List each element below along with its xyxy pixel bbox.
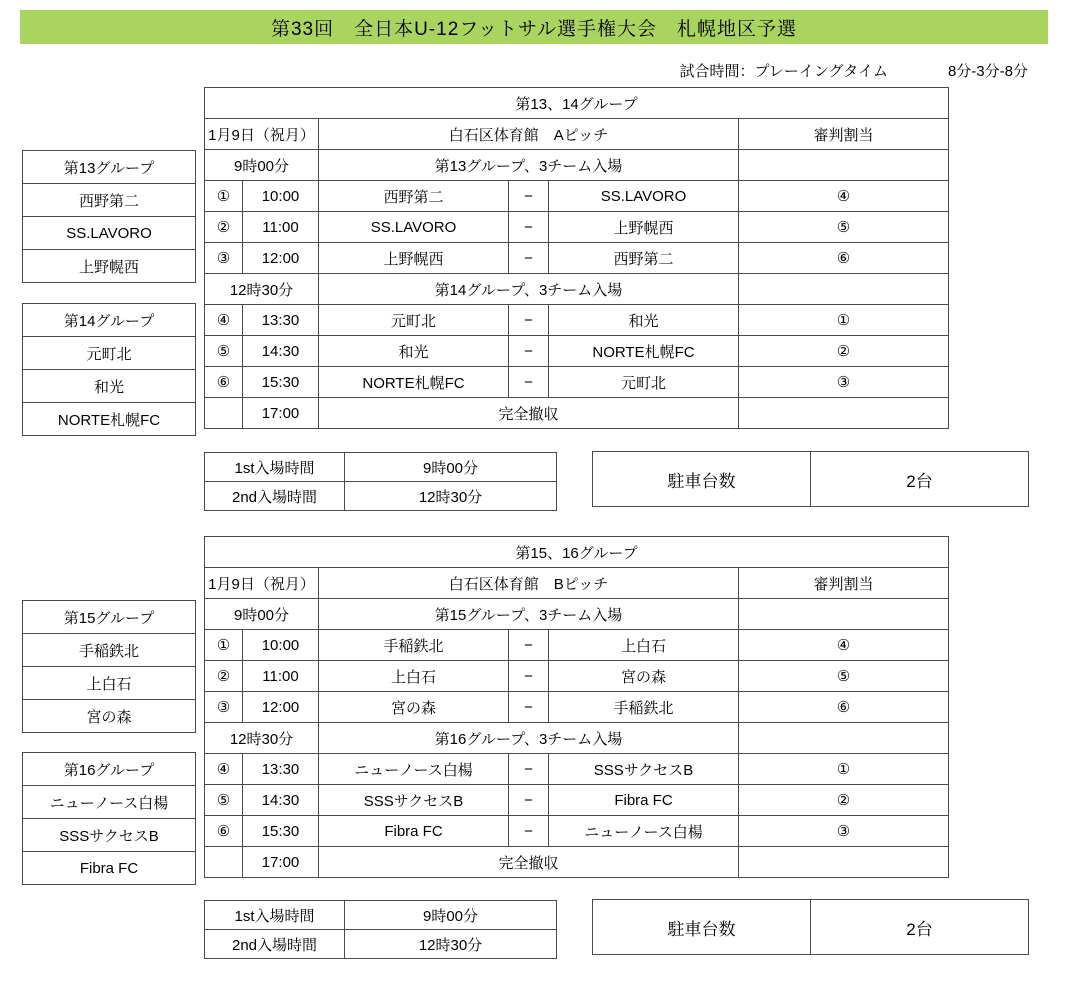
group-13-table xyxy=(22,150,196,283)
group-14-table xyxy=(22,303,196,436)
table-row xyxy=(205,212,949,243)
group-14-team-list xyxy=(22,303,196,436)
match-no: ⑥ xyxy=(205,367,243,398)
closing-text: 完全撤収 xyxy=(319,398,739,429)
section-1-group-title: 第13、14グループ xyxy=(205,88,949,119)
section-1-entry-text-2: 第14グループ、3チーム入場 xyxy=(319,274,739,305)
match-time: 15:30 xyxy=(243,367,319,398)
table-row xyxy=(205,336,949,367)
match-home: Fibra FC xyxy=(319,816,509,847)
group-14-team-2: 和光 xyxy=(23,370,196,403)
closing-time: 17:00 xyxy=(243,398,319,429)
schedule-table-section-1 xyxy=(204,87,949,429)
parking-section-2 xyxy=(592,899,1029,955)
section-1-date: 1月9日（祝月） xyxy=(205,119,319,150)
section-2-entry-referee-2 xyxy=(739,723,949,754)
match-time: 13:30 xyxy=(243,754,319,785)
match-referee: ③ xyxy=(739,816,949,847)
match-vs: − xyxy=(509,661,549,692)
match-time: 11:00 xyxy=(243,212,319,243)
closing-time: 17:00 xyxy=(243,847,319,878)
entry-time-value-2: 12時30分 xyxy=(345,930,557,959)
entry-times-section-2 xyxy=(204,900,557,959)
group-16-table xyxy=(22,752,196,885)
match-home: SSSサクセスB xyxy=(319,785,509,816)
group-15-team-2: 上白石 xyxy=(23,667,196,700)
match-referee: ② xyxy=(739,336,949,367)
group-15-table xyxy=(22,600,196,733)
match-home: 上白石 xyxy=(319,661,509,692)
match-referee: ② xyxy=(739,785,949,816)
match-home: 和光 xyxy=(319,336,509,367)
match-home: 元町北 xyxy=(319,305,509,336)
closing-text: 完全撤収 xyxy=(319,847,739,878)
match-home: 宮の森 xyxy=(319,692,509,723)
entry-time-value-1: 9時00分 xyxy=(345,901,557,930)
match-home: 手稲鉄北 xyxy=(319,630,509,661)
parking-section-1 xyxy=(592,451,1029,507)
table-row xyxy=(205,847,949,878)
schedule-table-section-2 xyxy=(204,536,949,878)
group-15-team-1: 手稲鉄北 xyxy=(23,634,196,667)
table-row xyxy=(205,398,949,429)
match-home: 西野第二 xyxy=(319,181,509,212)
match-vs: − xyxy=(509,692,549,723)
group-16-team-1: ニューノース白楊 xyxy=(23,786,196,819)
match-vs: − xyxy=(509,181,549,212)
group-15-name: 第15グループ xyxy=(23,601,196,634)
match-away: Fibra FC xyxy=(549,785,739,816)
parking-table-2 xyxy=(592,899,1029,955)
table-row xyxy=(205,692,949,723)
match-referee: ④ xyxy=(739,181,949,212)
match-vs: − xyxy=(509,785,549,816)
match-away: SSSサクセスB xyxy=(549,754,739,785)
page-title-text: 第33回 全日本U-12フットサル選手権大会 札幌地区予選 xyxy=(270,18,798,40)
match-referee: ③ xyxy=(739,367,949,398)
group-13-team-1: 西野第二 xyxy=(23,184,196,217)
section-2-entry-text-1: 第15グループ、3チーム入場 xyxy=(319,599,739,630)
section-2-venue: 白石区体育館 Bピッチ xyxy=(319,568,739,599)
match-vs: − xyxy=(509,630,549,661)
match-away: 宮の森 xyxy=(549,661,739,692)
match-away: 上野幌西 xyxy=(549,212,739,243)
schedule-grid-1 xyxy=(204,87,949,429)
entry-time-value-1: 9時00分 xyxy=(345,453,557,482)
match-away: 西野第二 xyxy=(549,243,739,274)
match-home: 上野幌西 xyxy=(319,243,509,274)
match-referee: ⑥ xyxy=(739,243,949,274)
group-14-team-1: 元町北 xyxy=(23,337,196,370)
entry-time-label-1: 1st入場時間 xyxy=(205,453,345,482)
entry-times-table-1 xyxy=(204,452,557,511)
entry-time-label-1: 1st入場時間 xyxy=(205,901,345,930)
match-no: ② xyxy=(205,661,243,692)
parking-label: 駐車台数 xyxy=(593,900,811,955)
match-no: ④ xyxy=(205,305,243,336)
match-vs: − xyxy=(509,367,549,398)
parking-value: 2台 xyxy=(811,900,1029,955)
group-16-team-2: SSSサクセスB xyxy=(23,819,196,852)
section-1-entry-referee-2 xyxy=(739,274,949,305)
group-14-name: 第14グループ xyxy=(23,304,196,337)
section-1-entry-text-1: 第13グループ、3チーム入場 xyxy=(319,150,739,181)
schedule-grid-2 xyxy=(204,536,949,878)
entry-times-table-2 xyxy=(204,900,557,959)
match-no: ② xyxy=(205,212,243,243)
entry-time-value-2: 12時30分 xyxy=(345,482,557,511)
section-1-entry-time-2: 12時30分 xyxy=(205,274,319,305)
table-row xyxy=(205,181,949,212)
match-referee: ⑤ xyxy=(739,661,949,692)
match-vs: − xyxy=(509,305,549,336)
match-referee: ① xyxy=(739,754,949,785)
section-2-entry-time-1: 9時00分 xyxy=(205,599,319,630)
match-time-info xyxy=(20,58,1048,82)
table-row xyxy=(205,367,949,398)
group-15-team-list xyxy=(22,600,196,733)
table-row xyxy=(205,630,949,661)
parking-value: 2台 xyxy=(811,452,1029,507)
match-referee: ⑤ xyxy=(739,212,949,243)
group-16-name: 第16グループ xyxy=(23,753,196,786)
group-13-team-2: SS.LAVORO xyxy=(23,217,196,250)
group-13-name: 第13グループ xyxy=(23,151,196,184)
section-1-entry-referee-1 xyxy=(739,150,949,181)
section-2-entry-text-2: 第16グループ、3チーム入場 xyxy=(319,723,739,754)
match-time-value: 8分-3分-8分 xyxy=(947,62,1028,80)
match-time: 10:00 xyxy=(243,630,319,661)
match-no: ⑥ xyxy=(205,816,243,847)
table-row xyxy=(205,785,949,816)
match-time: 11:00 xyxy=(243,661,319,692)
match-referee: ⑥ xyxy=(739,692,949,723)
match-vs: − xyxy=(509,212,549,243)
entry-times-section-1 xyxy=(204,452,557,511)
table-row xyxy=(205,661,949,692)
section-1-entry-time-1: 9時00分 xyxy=(205,150,319,181)
match-time: 15:30 xyxy=(243,816,319,847)
section-1-referee-header: 審判割当 xyxy=(739,119,949,150)
match-time: 14:30 xyxy=(243,336,319,367)
match-home: ニューノース白楊 xyxy=(319,754,509,785)
group-14-team-3: NORTE札幌FC xyxy=(23,403,196,436)
group-13-team-3: 上野幌西 xyxy=(23,250,196,283)
match-away: SS.LAVORO xyxy=(549,181,739,212)
match-time-label: 試合時間：プレーイングタイム xyxy=(679,62,888,80)
group-16-team-3: Fibra FC xyxy=(23,852,196,885)
closing-no xyxy=(205,398,243,429)
section-2-group-title: 第15、16グループ xyxy=(205,537,949,568)
group-13-team-list xyxy=(22,150,196,283)
match-no: ① xyxy=(205,181,243,212)
match-away: ニューノース白楊 xyxy=(549,816,739,847)
match-away: 手稲鉄北 xyxy=(549,692,739,723)
section-2-entry-time-2: 12時30分 xyxy=(205,723,319,754)
section-2-referee-header: 審判割当 xyxy=(739,568,949,599)
match-no: ③ xyxy=(205,243,243,274)
match-time: 10:00 xyxy=(243,181,319,212)
match-time: 14:30 xyxy=(243,785,319,816)
match-away: NORTE札幌FC xyxy=(549,336,739,367)
match-no: ⑤ xyxy=(205,336,243,367)
match-home: NORTE札幌FC xyxy=(319,367,509,398)
table-row xyxy=(205,754,949,785)
table-row xyxy=(205,305,949,336)
match-away: 和光 xyxy=(549,305,739,336)
match-no: ① xyxy=(205,630,243,661)
section-2-entry-referee-1 xyxy=(739,599,949,630)
group-16-team-list xyxy=(22,752,196,885)
match-no: ④ xyxy=(205,754,243,785)
match-no: ⑤ xyxy=(205,785,243,816)
entry-time-label-2: 2nd入場時間 xyxy=(205,930,345,959)
parking-table-1 xyxy=(592,451,1029,507)
match-vs: − xyxy=(509,243,549,274)
match-time: 12:00 xyxy=(243,243,319,274)
section-2-date: 1月9日（祝月） xyxy=(205,568,319,599)
entry-time-label-2: 2nd入場時間 xyxy=(205,482,345,511)
match-time: 12:00 xyxy=(243,692,319,723)
match-home: SS.LAVORO xyxy=(319,212,509,243)
group-15-team-3: 宮の森 xyxy=(23,700,196,733)
match-no: ③ xyxy=(205,692,243,723)
match-time: 13:30 xyxy=(243,305,319,336)
closing-referee xyxy=(739,398,949,429)
table-row xyxy=(205,243,949,274)
closing-no xyxy=(205,847,243,878)
match-away: 元町北 xyxy=(549,367,739,398)
match-vs: − xyxy=(509,816,549,847)
match-referee: ④ xyxy=(739,630,949,661)
match-away: 上白石 xyxy=(549,630,739,661)
match-referee: ① xyxy=(739,305,949,336)
section-1-venue: 白石区体育館 Aピッチ xyxy=(319,119,739,150)
match-vs: − xyxy=(509,754,549,785)
table-row xyxy=(205,816,949,847)
match-vs: − xyxy=(509,336,549,367)
parking-label: 駐車台数 xyxy=(593,452,811,507)
page-title xyxy=(20,10,1048,44)
closing-referee xyxy=(739,847,949,878)
